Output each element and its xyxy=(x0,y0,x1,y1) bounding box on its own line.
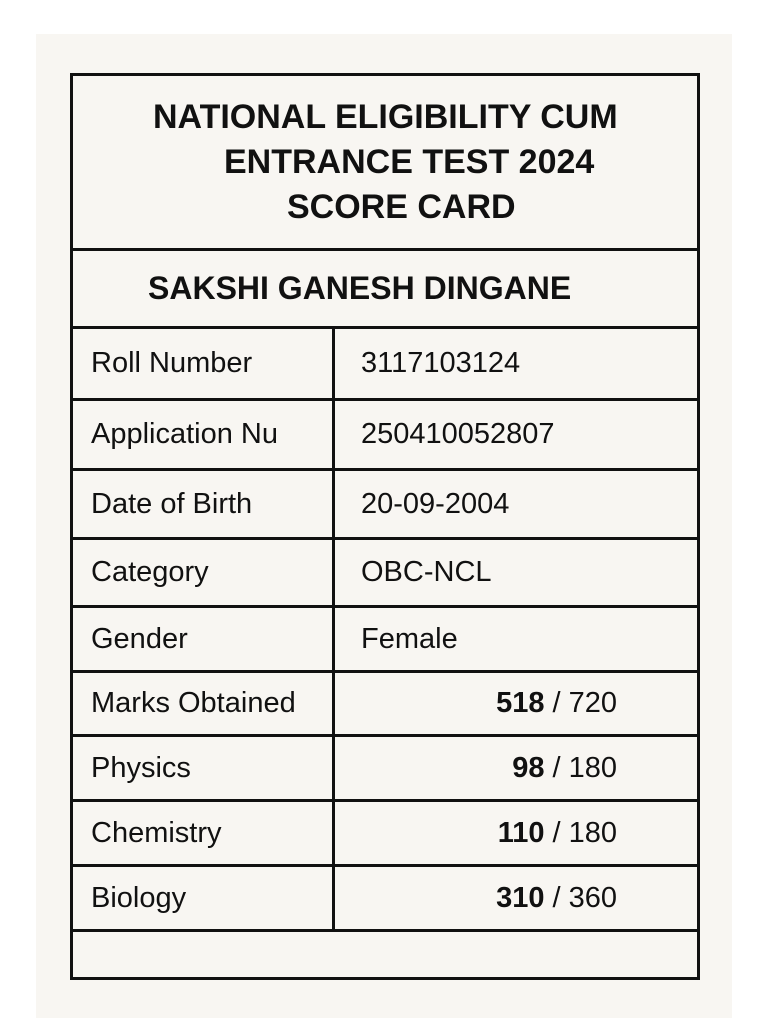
row-category xyxy=(73,540,697,608)
title-line-3: SCORE CARD xyxy=(287,187,516,226)
gender-label: Gender xyxy=(73,608,335,670)
score-separator: / xyxy=(552,687,561,719)
biology-max: 360 xyxy=(568,881,617,914)
gender-value: Female xyxy=(361,622,458,655)
physics-obtained: 98 xyxy=(512,751,545,784)
row-chemistry xyxy=(73,802,697,867)
date-of-birth-value: 20-09-2004 xyxy=(361,487,510,520)
chemistry-max: 180 xyxy=(568,816,617,849)
physics-max: 180 xyxy=(568,751,617,784)
score-separator: / xyxy=(552,881,561,914)
date-of-birth-label: Date of Birth xyxy=(73,471,335,537)
score-card-title xyxy=(73,76,697,251)
row-gender xyxy=(73,608,697,673)
title-line-2: ENTRANCE TEST 2024 xyxy=(224,142,595,181)
chemistry-label: Chemistry xyxy=(73,802,335,864)
row-physics xyxy=(73,737,697,802)
score-separator: / xyxy=(552,816,561,849)
application-number-label: Application Nu xyxy=(73,401,335,468)
candidate-name: SAKSHI GANESH DINGANE xyxy=(73,251,697,329)
chemistry-obtained: 110 xyxy=(497,816,545,849)
roll-number-value: 3117103124 xyxy=(361,347,521,379)
marks-obtained-value: 518 xyxy=(496,687,545,719)
row-marks-obtained xyxy=(73,673,697,737)
biology-obtained: 310 xyxy=(496,881,545,914)
roll-number-label: Roll Number xyxy=(73,329,335,398)
marks-obtained-score xyxy=(335,673,697,734)
physics-label: Physics xyxy=(73,737,335,799)
marks-obtained-label: Marks Obtained xyxy=(73,673,335,734)
row-date-of-birth xyxy=(73,471,697,540)
row-biology xyxy=(73,867,697,932)
biology-label: Biology xyxy=(73,867,335,929)
marks-obtained-max: 720 xyxy=(568,687,617,719)
application-number-value: 250410052807 xyxy=(361,418,555,450)
row-application-number xyxy=(73,401,697,471)
score-card xyxy=(70,73,700,980)
title-line-1: NATIONAL ELIGIBILITY CUM xyxy=(153,97,618,136)
physics-score xyxy=(335,737,697,799)
biology-score xyxy=(335,867,697,929)
chemistry-score xyxy=(335,802,697,864)
score-separator: / xyxy=(552,751,561,784)
category-label: Category xyxy=(73,540,335,605)
category-value: OBC-NCL xyxy=(361,556,492,588)
empty-footer-row xyxy=(73,932,697,981)
row-roll-number xyxy=(73,329,697,401)
